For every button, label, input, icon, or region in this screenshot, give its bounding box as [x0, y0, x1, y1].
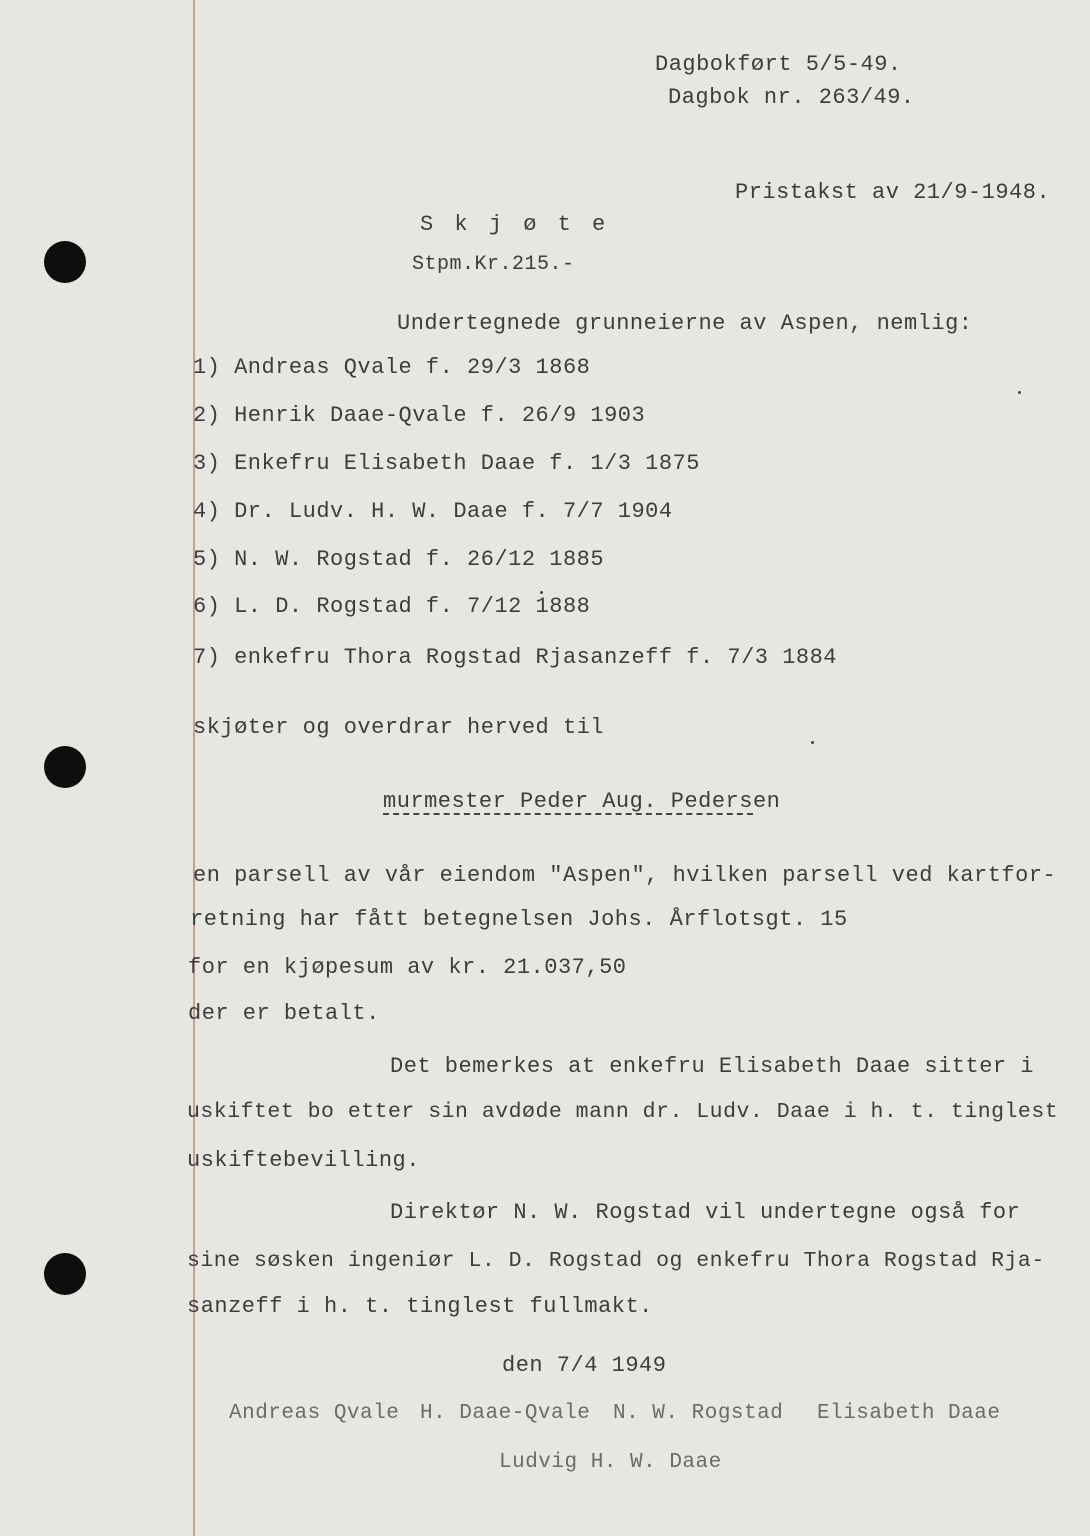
note2-line: sine søsken ingeniør L. D. Rogstad og enkefru Thora Rogstad Rja- [187, 1249, 1045, 1273]
owner-item: 1) Andreas Qvale f. 29/3 1868 [193, 355, 591, 380]
owner-item: 4) Dr. Ludv. H. W. Daae f. 7/7 1904 [193, 499, 673, 524]
ink-speck [811, 741, 814, 744]
signing-date: den 7/4 1949 [502, 1353, 667, 1378]
owner-item: 6) L. D. Rogstad f. 7/12 1888 [193, 594, 591, 619]
deed-title: S k j ø t e [420, 212, 610, 237]
ink-speck [540, 591, 543, 594]
transfer-line: skjøter og overdrar herved til [193, 715, 605, 740]
signature: H. Daae-Qvale [420, 1402, 591, 1425]
buyer-name: murmester Peder Aug. Pedersen [383, 789, 781, 814]
signature: Andreas Qvale [229, 1402, 400, 1425]
punch-hole-bottom [44, 1253, 86, 1295]
signature: Ludvig H. W. Daae [499, 1451, 722, 1474]
owner-item: 7) enkefru Thora Rogstad Rjasanzeff f. 7/3 1884 [193, 645, 838, 670]
signature: Elisabeth Daae [817, 1402, 1001, 1425]
body-line: en parsell av vår eiendom "Aspen", hvilken parsell ved kartfor- [193, 863, 1057, 888]
intro-line: Undertegnede grunneierne av Aspen, nemlig: [397, 311, 973, 336]
registered-date: Dagbokført 5/5-49. [655, 52, 902, 77]
body-line: retning har fått betegnelsen Johs. Årflotsgt. 15 [190, 907, 848, 932]
owner-item: 3) Enkefru Elisabeth Daae f. 1/3 1875 [193, 451, 700, 476]
signature: N. W. Rogstad [613, 1402, 784, 1425]
owner-item: 2) Henrik Daae-Qvale f. 26/9 1903 [193, 403, 646, 428]
valuation-date: Pristakst av 21/9-1948. [735, 180, 1051, 205]
note2-line: Direktør N. W. Rogstad vil undertegne også for [390, 1200, 1021, 1225]
punch-hole-middle [44, 746, 86, 788]
buyer-underline [383, 813, 753, 815]
note1-line: uskiftebevilling. [187, 1148, 420, 1173]
stamp-duty: Stpm.Kr.215.- [412, 253, 575, 276]
body-line: for en kjøpesum av kr. 21.037,50 [188, 955, 627, 980]
body-line: der er betalt. [188, 1001, 380, 1026]
note2-line: sanzeff i h. t. tinglest fullmakt. [187, 1294, 653, 1319]
owner-item: 5) N. W. Rogstad f. 26/12 1885 [193, 547, 605, 572]
journal-number: Dagbok nr. 263/49. [668, 85, 915, 110]
punch-hole-top [44, 241, 86, 283]
note1-line: uskiftet bo etter sin avdøde mann dr. Ludv. Daae i h. t. tinglest [187, 1100, 1059, 1124]
note1-line: Det bemerkes at enkefru Elisabeth Daae sitter i [390, 1054, 1035, 1079]
ink-speck [1018, 391, 1021, 394]
